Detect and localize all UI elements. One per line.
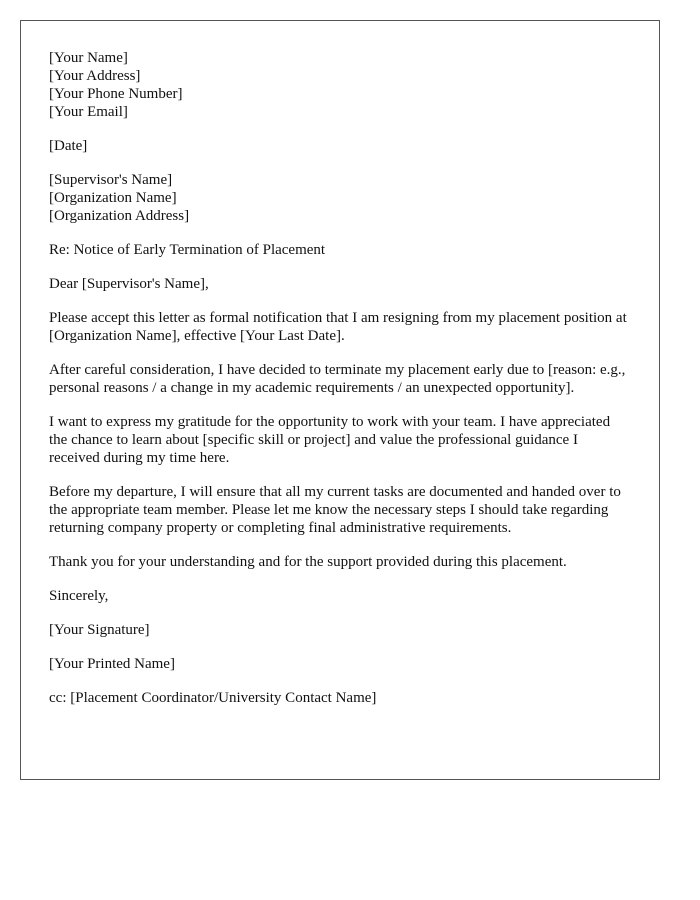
sender-name: [Your Name] — [49, 50, 128, 66]
printed-name: [Your Printed Name] — [49, 656, 175, 672]
body-paragraph-2: After careful consideration, I have decided to terminate my placement early due to [reason: e.g., personal reasons / a change in my academic requirements / an unexpected opportunity]. — [49, 362, 626, 396]
cc-line: cc: [Placement Coordinator/University Contact Name] — [49, 690, 377, 706]
recipient-name: [Supervisor's Name] — [49, 172, 173, 188]
body-paragraph-4: Before my departure, I will ensure that all my current tasks are documented and handed over to the appropriate team member. Please let me know the necessary steps I should take regarding returning company property or completing final administrative requirements. — [49, 484, 621, 536]
sender-phone: [Your Phone Number] — [49, 86, 183, 102]
letter-date: [Date] — [49, 138, 88, 154]
salutation: Dear [Supervisor's Name], — [49, 276, 209, 292]
recipient-block — [49, 171, 631, 225]
date-line — [49, 137, 631, 155]
letter-page — [20, 20, 660, 780]
recipient-organization: [Organization Name] — [49, 190, 177, 206]
subject-line: Re: Notice of Early Termination of Placement — [49, 242, 326, 258]
body-paragraph-5: Thank you for your understanding and for the support provided during this placement. — [49, 554, 567, 570]
recipient-address: [Organization Address] — [49, 208, 190, 224]
signature-placeholder: [Your Signature] — [49, 622, 150, 638]
sender-block — [49, 49, 631, 121]
sender-email: [Your Email] — [49, 104, 128, 120]
body-paragraph-1: Please accept this letter as formal notification that I am resigning from my placement position at [Organization Name], effective [Your Last Date]. — [49, 310, 627, 344]
body-paragraph-3: I want to express my gratitude for the opportunity to work with your team. I have appreciated the chance to learn about [specific skill or project] and value the professional guidance I received during my time here. — [49, 414, 611, 466]
closing: Sincerely, — [49, 588, 109, 604]
sender-address: [Your Address] — [49, 68, 141, 84]
